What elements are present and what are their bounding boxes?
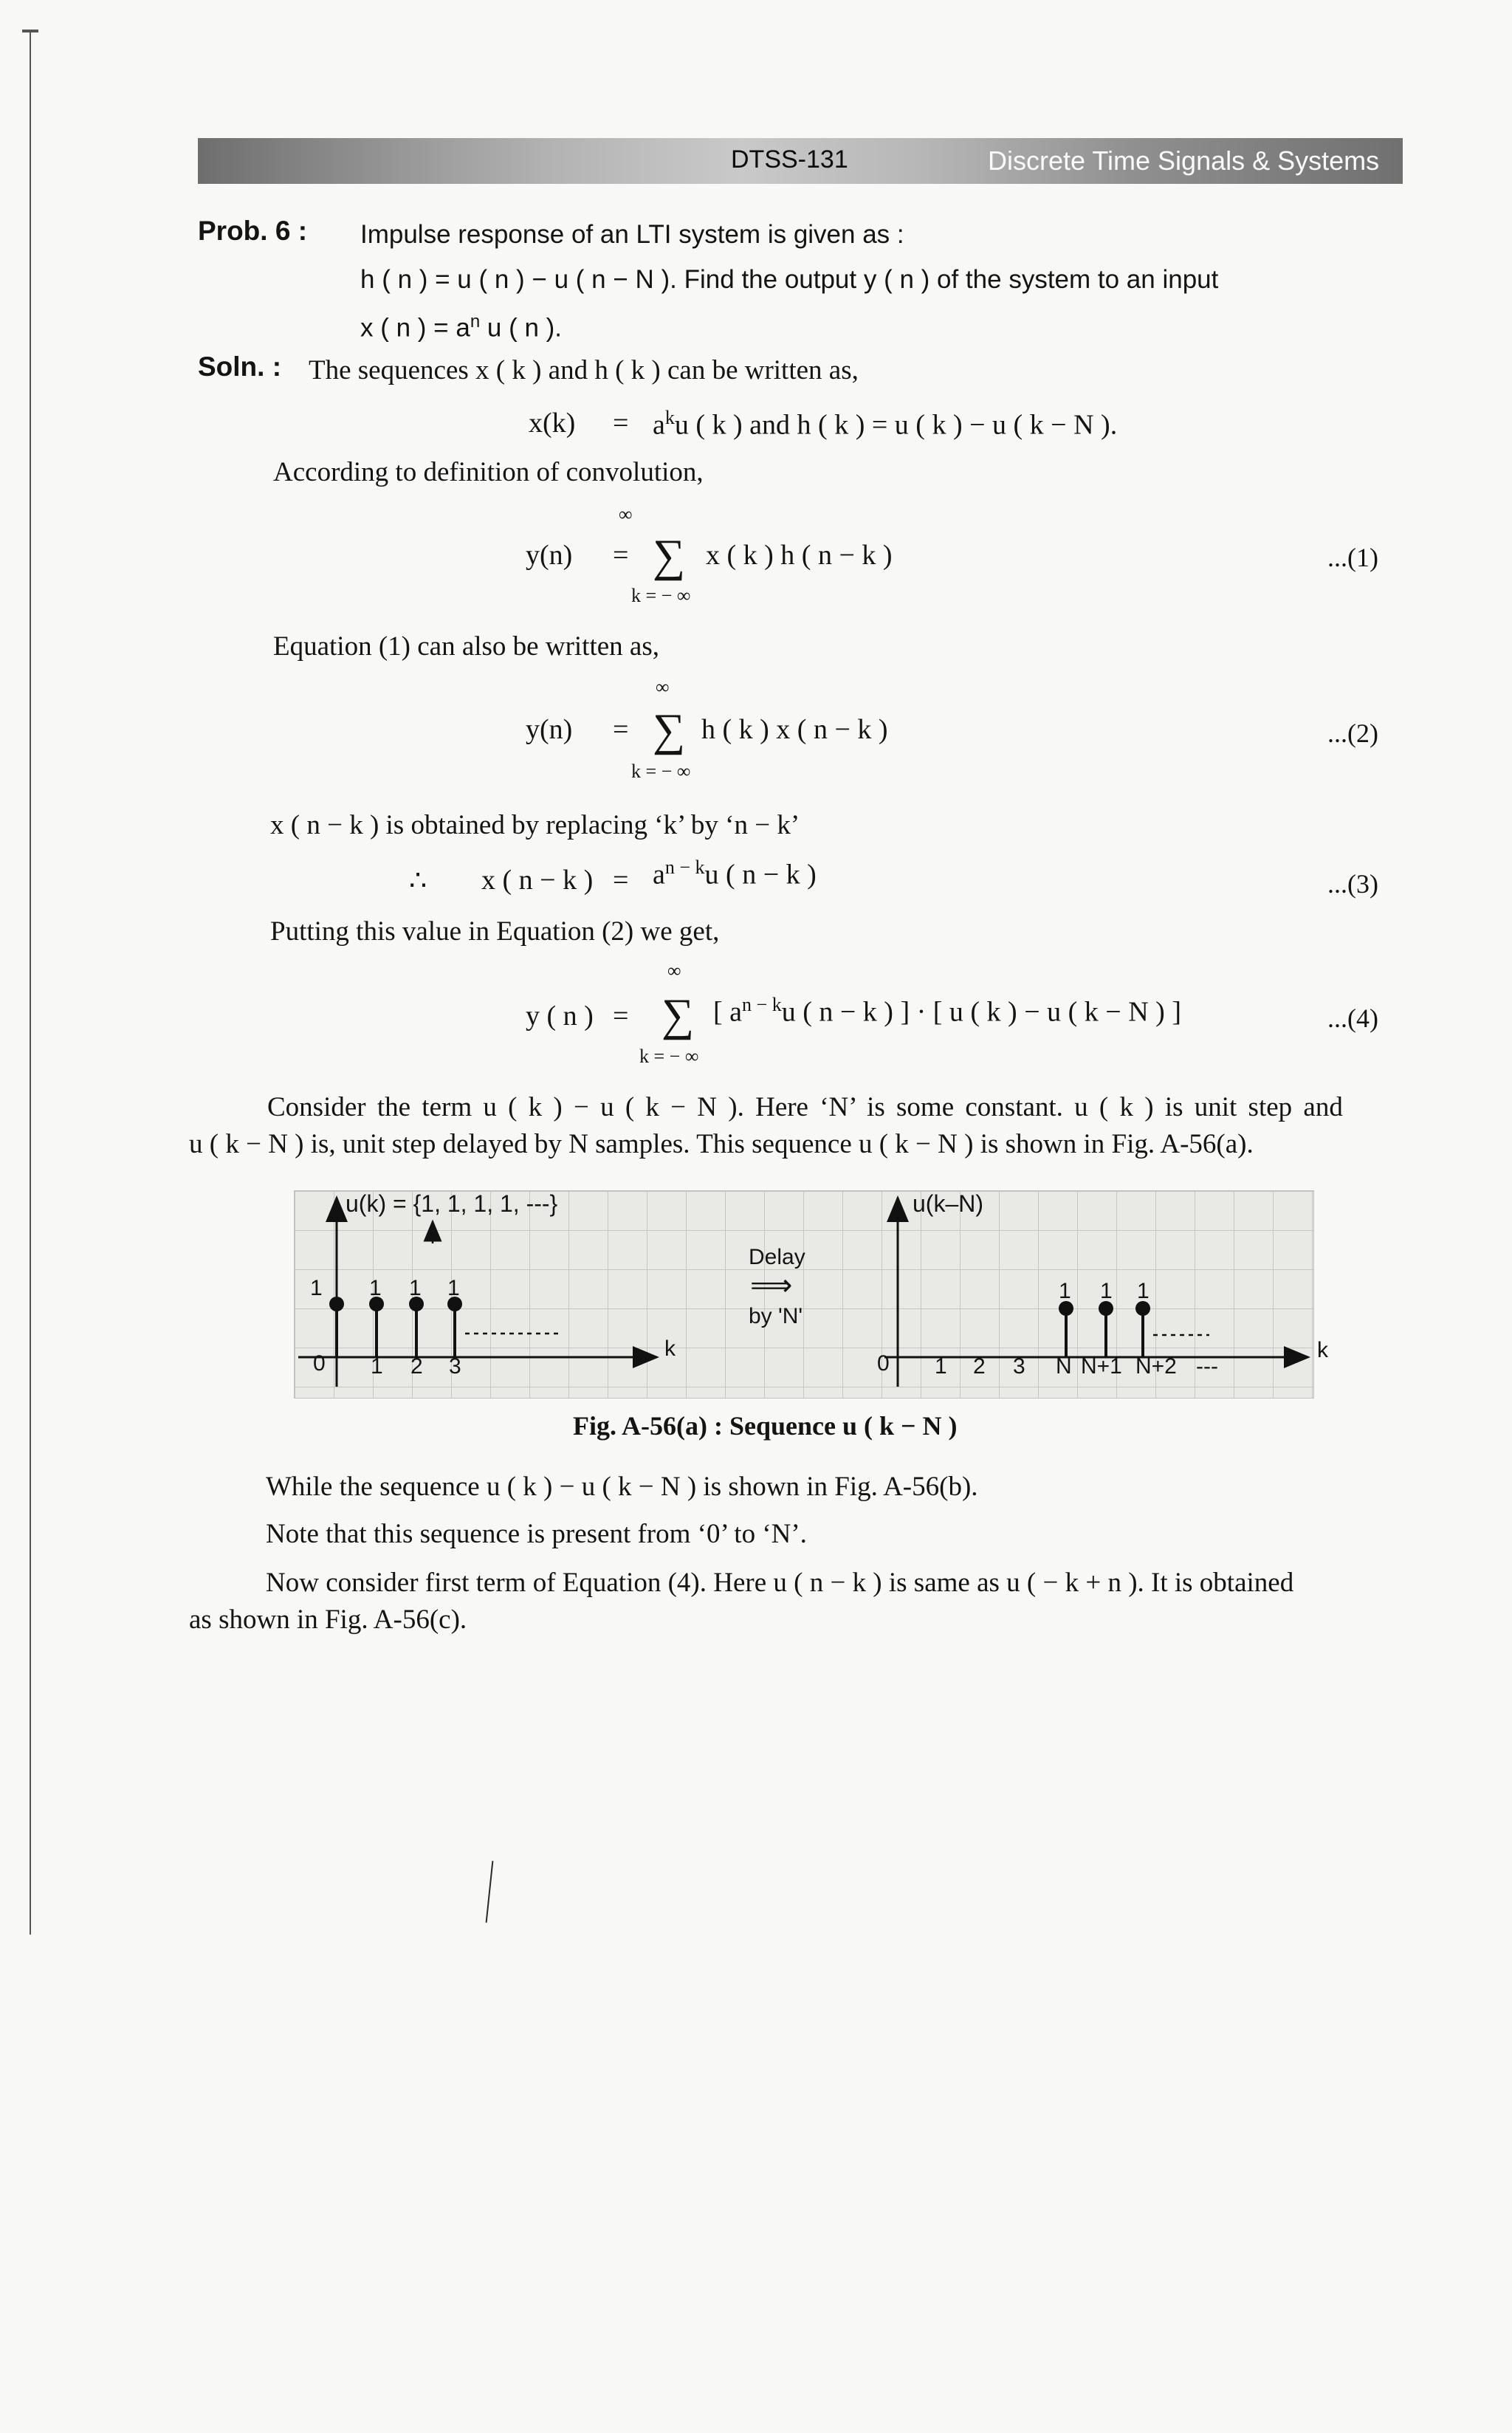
eq4-upper: ∞ [667, 960, 681, 981]
prob-line2: h ( n ) = u ( n ) − u ( n − N ). Find the output y ( n ) of the system to an input [360, 265, 1219, 294]
eq4-intro: Putting this value in Equation (2) we get, [270, 916, 720, 947]
left-value-2: 1 [409, 1276, 422, 1300]
delay-bottom: by 'N' [749, 1304, 803, 1328]
para1-line2: u ( k − N ) is, unit step delayed by N samples. This sequence u ( k − N ) is shown in Fig. A-56(a). [189, 1129, 1254, 1159]
eq2-rhs: h ( k ) x ( n − k ) [701, 714, 888, 745]
eq4-lhs: y ( n ) [526, 1001, 594, 1032]
eq3-number: ...(3) [1327, 869, 1378, 899]
eq0-lhs: x(k) [529, 408, 576, 439]
eq1-sum: ∑ [653, 531, 686, 581]
conv-intro: According to definition of convolution, [273, 457, 704, 487]
eq2-lhs: y(n) [526, 714, 573, 745]
soln-label: Soln. : [198, 351, 282, 382]
para4-line1: Now consider first term of Equation (4). Here u ( n − k ) is same as u ( − k + n ). It is obtained [266, 1568, 1294, 1598]
eq2-eq: = [613, 714, 629, 745]
eq1-lower: k = − ∞ [631, 585, 691, 606]
para4-line2: as shown in Fig. A-56(c). [189, 1605, 467, 1635]
eq0-eq: = [613, 408, 629, 439]
soln-line1: The sequences x ( k ) and h ( k ) can be written as, [309, 355, 859, 385]
delay-top: Delay [749, 1245, 805, 1269]
left-value-3: 1 [447, 1276, 460, 1300]
eq4-rhs: [ $a^{n - k}u$ ( n − k ) ] · [ u ( k ) − u ( k − N ) ] [713, 994, 1181, 1028]
prob-line1: Impulse response of an LTI system is given as : [360, 220, 904, 249]
left-value-0: 1 [310, 1276, 323, 1300]
prob-label: Prob. 6 : [198, 216, 308, 246]
right-plot-label: u(k–N) [913, 1190, 984, 1217]
right-value-0: 1 [1059, 1279, 1071, 1303]
right-stem-N2 [1135, 1301, 1150, 1357]
eq2-intro: Equation (1) can also be written as, [273, 631, 659, 662]
left-stem-2 [409, 1297, 424, 1357]
eq1-upper: ∞ [619, 504, 633, 525]
therefore-symbol: ∴ [409, 865, 427, 896]
prob-line3: x ( n ) = $a^n$ u ( n ). [360, 312, 563, 343]
eq2-number: ...(2) [1327, 718, 1378, 748]
eq3-rhs: $a^{n - k}u$ ( n − k ) [653, 857, 817, 891]
left-tick-0: 0 [313, 1351, 326, 1376]
right-tick-more: --- [1196, 1354, 1218, 1379]
eq3-lhs: x ( n − k ) [481, 865, 594, 896]
right-tick-0: 0 [877, 1351, 890, 1376]
right-stem-N1 [1099, 1301, 1113, 1357]
left-value-1: 1 [369, 1276, 382, 1300]
para2: While the sequence u ( k ) − u ( k − N ) is shown in Fig. A-56(b). [266, 1472, 978, 1502]
delay-arrow: ⟹ [750, 1269, 793, 1302]
eq2-upper: ∞ [656, 676, 670, 698]
eq4-eq: = [613, 1001, 629, 1032]
eq3-eq: = [613, 865, 629, 896]
right-value-1: 1 [1100, 1279, 1113, 1303]
left-tick-3: 3 [449, 1354, 461, 1379]
eq1-number: ...(1) [1327, 543, 1378, 572]
left-stem-1 [369, 1297, 384, 1357]
right-tick-3: 3 [1013, 1354, 1025, 1379]
left-tick-1: 1 [371, 1354, 383, 1379]
para3: Note that this sequence is present from ‘0’ to ‘N’. [266, 1519, 807, 1549]
left-margin-tick [22, 30, 38, 32]
right-tick-N2: N+2 [1135, 1354, 1177, 1379]
para1-line1: Consider the term u ( k ) − u ( k − N ). Here ‘N’ is some constant. u ( k ) is unit step and [267, 1092, 1343, 1122]
eq1-lhs: y(n) [526, 540, 573, 571]
header-title: Discrete Time Signals & Systems [988, 145, 1380, 176]
left-tick-2: 2 [410, 1354, 423, 1379]
left-axis-label: k [664, 1336, 676, 1361]
eq2-lower: k = − ∞ [631, 761, 691, 782]
right-stem-N [1059, 1301, 1073, 1357]
left-stem-0 [329, 1297, 344, 1357]
right-tick-2: 2 [973, 1354, 986, 1379]
stray-mark [486, 1861, 494, 1923]
right-tick-1: 1 [935, 1354, 947, 1379]
right-tick-N: N [1056, 1354, 1072, 1379]
eq1-rhs: x ( k ) h ( n − k ) [706, 540, 893, 571]
eq4-sum: ∑ [662, 990, 695, 1040]
right-axis-label: k [1317, 1338, 1328, 1362]
figure-caption: Fig. A-56(a) : Sequence u ( k − N ) [573, 1411, 958, 1441]
eq1-eq: = [613, 540, 629, 571]
left-margin-line [30, 30, 31, 1935]
header-code: DTSS-131 [731, 145, 848, 174]
left-stem-3 [447, 1297, 462, 1357]
eq2-sum: ∑ [653, 705, 686, 755]
eq4-number: ...(4) [1327, 1003, 1378, 1033]
right-tick-N1: N+1 [1081, 1354, 1122, 1379]
eq0-rhs: $a^ku$ ( k ) and h ( k ) = u ( k ) − u ( k − N ). [653, 407, 1118, 441]
left-plot-label: u(k) = {1, 1, 1, 1, ---} [346, 1190, 558, 1217]
eq3-intro: x ( n − k ) is obtained by replacing ‘k’ by ‘n − k’ [270, 810, 800, 840]
eq4-lower: k = − ∞ [639, 1046, 699, 1067]
right-value-2: 1 [1137, 1279, 1150, 1303]
